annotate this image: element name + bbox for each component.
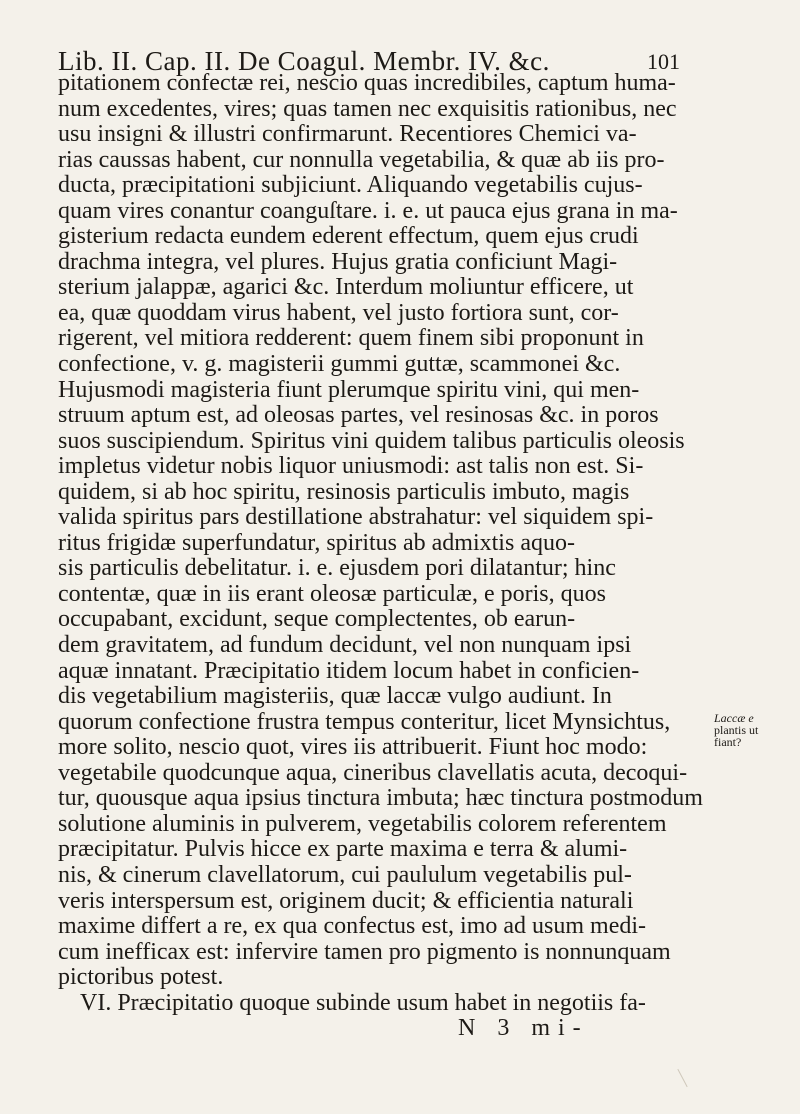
text-line: sis particulis debelitatur. i. e. ejusdem pori dilatantur; hinc — [58, 555, 616, 582]
text-line: suos suscipiendum. Spiritus vini quidem talibus particulis oleosis — [58, 427, 685, 454]
text-line: ea, quæ quoddam virus habent, vel justo fortiora sunt, cor- — [58, 299, 619, 326]
running-head: Lib. II. Cap. II. De Coagul. Membr. IV. &c. — [58, 46, 550, 76]
paragraph-vi-start: VI. Præcipitatio quoque subinde usum habet in negotiis fa- — [80, 989, 646, 1016]
text-line: pitationem confectæ rei, nescio quas incredibiles, captum huma- — [58, 70, 676, 96]
text-line: Hujusmodi magisteria fiunt plerumque spiritu vini, qui men- — [58, 376, 640, 403]
text-line: dem gravitatem, ad fundum decidunt, vel non nunquam ipsi — [58, 632, 632, 659]
text-line: quidem, si ab hoc spiritu, resinosis particulis imbuto, magis — [58, 478, 630, 505]
text-line: ritus frigidæ superfundatur, spiritus ab admixtis aquo- — [58, 529, 575, 556]
signature-line — [58, 1016, 694, 1042]
text-line: rias caussas habent, cur nonnulla vegetabilia, & quæ ab iis pro- — [58, 146, 665, 173]
text-line: rigerent, vel mitiora redderent: quem finem sibi proponunt in — [58, 325, 644, 352]
text-line: solutione aluminis in pulverem, vegetabilis colorem referentem — [58, 810, 667, 837]
scan-mark — [677, 1069, 687, 1087]
text-line: pictoribus potest. — [58, 964, 224, 991]
text-line: drachma integra, vel plures. Hujus gratia conficiunt Magi- — [58, 248, 618, 275]
text-line: maxime differt a re, ex qua confectus est, imo ad usum medi- — [58, 913, 647, 940]
text-line: quam vires conantur coanguſtare. i. e. ut pauca ejus grana in ma- — [58, 197, 678, 224]
text-line: impletus videtur nobis liquor uniusmodi: ast talis non est. Si- — [58, 453, 644, 480]
text-line: usu insigni & illustri confirmarunt. Recentiores Chemici va- — [58, 121, 637, 148]
text-line: tur, quousque aqua ipsius tinctura imbuta; hæc tinctura postmodum — [58, 785, 703, 812]
catchword: mi- — [531, 1015, 589, 1042]
margin-note — [714, 712, 796, 748]
text-line: num excedentes, vires; quas tamen nec exquisitis rationibus, nec — [58, 95, 677, 122]
text-line: contentæ, quæ in iis erant oleosæ particulæ, e poris, quos — [58, 580, 606, 607]
text-line: occupabant, excidunt, seque complectentes, ob earun- — [58, 606, 576, 633]
text-line: sterium jalappæ, agarici &c. Interdum moliuntur efficere, ut — [58, 274, 634, 301]
margin-note-line: Laccæ e — [714, 711, 754, 725]
text-line: præcipitatur. Pulvis hicce ex parte maxima e terra & alumi- — [58, 836, 628, 863]
text-line: nis, & cinerum clavellatorum, cui paululum vegetabilis pul- — [58, 861, 632, 888]
margin-note-line: fiant? — [714, 735, 742, 749]
text-line: aquæ innatant. Præcipitatio itidem locum habet in conficien- — [58, 657, 640, 684]
text-line: veris interspersum est, originem ducit; & efficientia naturali — [58, 887, 634, 914]
text-line: valida spiritus pars destillatione abstrahatur: vel siquidem spi- — [58, 504, 654, 531]
page-number: 101 — [647, 49, 680, 74]
text-line: confectione, v. g. magisterii gummi guttæ, scammonei &c. — [58, 351, 621, 378]
text-line: vegetabile quodcunque aqua, cineribus clavellatis acuta, decoqui- — [58, 759, 688, 786]
text-line: cum inefficax est: infervire tamen pro pigmento is nonnunquam — [58, 938, 671, 965]
text-line: gisterium redacta eundem ederent effectum, quem ejus crudi — [58, 223, 639, 250]
text-line: more solito, nescio quot, vires iis attribuerit. Fiunt hoc modo: — [58, 734, 648, 761]
margin-note-line: plantis ut — [714, 723, 759, 737]
text-line: ducta, præcipitationi subjiciunt. Aliquando vegetabilis cujus- — [58, 172, 643, 199]
text-line: struum aptum est, ad oleosas partes, vel resinosas &c. in poros — [58, 402, 659, 429]
signature-mark: N 3 — [458, 1015, 518, 1042]
text-line: quorum confectione frustra tempus conteritur, licet Mynsichtus, — [58, 708, 671, 735]
body-text — [58, 70, 703, 1042]
text-line: dis vegetabilium magisteriis, quæ laccæ vulgo audiunt. In — [58, 683, 612, 710]
